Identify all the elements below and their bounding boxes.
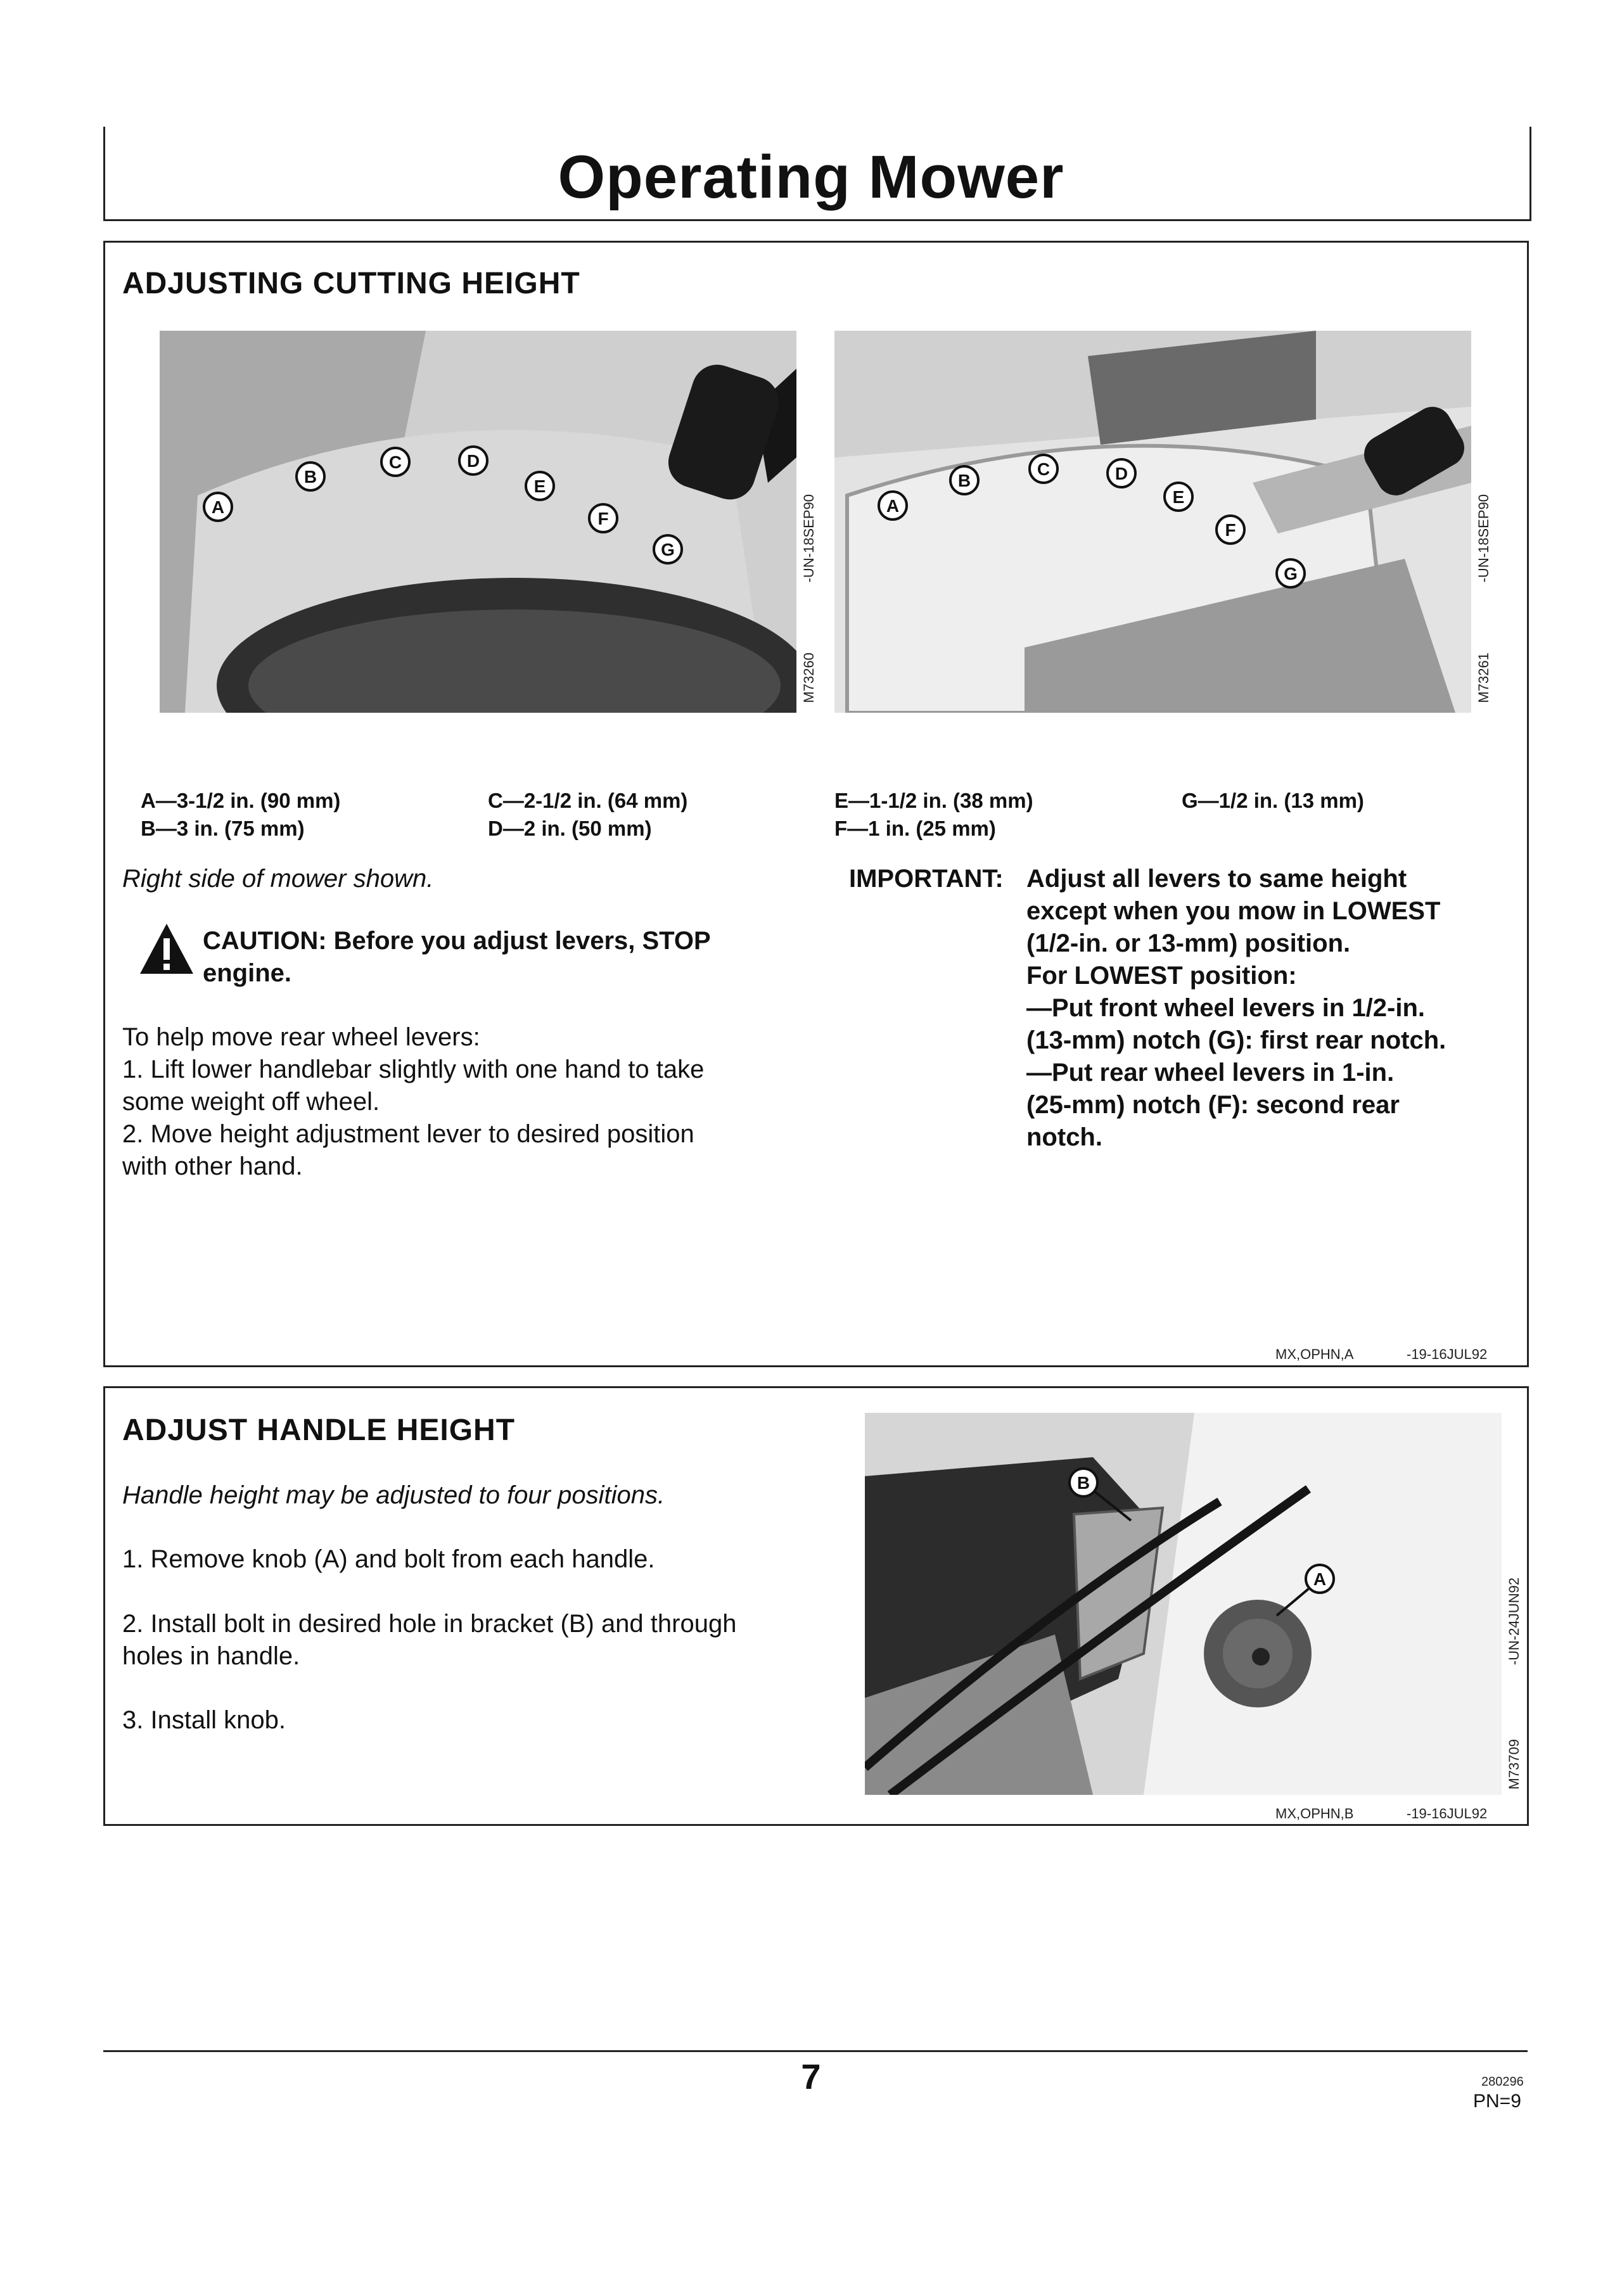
footer-rule: [103, 2050, 1528, 2052]
notch-label-f: F: [597, 509, 609, 528]
notch-label-d: D: [466, 451, 480, 471]
handle-bracket-illustration: [865, 1413, 1502, 1795]
notch-label-f-right: F: [1225, 520, 1236, 540]
legend-item: B—3 in. (75 mm): [141, 817, 305, 840]
photo-code-top: -UN-18SEP90: [1476, 494, 1491, 583]
instruction-line: 2. Move height adjustment lever to desired position: [122, 1120, 694, 1148]
important-line: (25-mm) notch (F): second rear: [1026, 1091, 1400, 1119]
handle-step: 1. Remove knob (A) and bolt from each handle.: [122, 1545, 655, 1573]
notch-g: [654, 535, 682, 563]
notch-label-e-right: E: [1172, 487, 1185, 507]
notch-c-right: [1030, 455, 1057, 483]
step-line: holes in handle.: [122, 1642, 300, 1670]
important-line: (13-mm) notch (G): first rear notch.: [1026, 1026, 1446, 1054]
legend-item: E—1-1/2 in. (38 mm): [834, 789, 1033, 812]
side-note: Right side of mower shown.: [122, 865, 434, 893]
notch-label-b-right: B: [957, 471, 971, 490]
cutting-height-photo-left: [160, 331, 796, 713]
legend-item: A—3-1/2 in. (90 mm): [141, 789, 341, 812]
notch-f: [589, 504, 617, 532]
notch-label-a: A: [211, 497, 225, 517]
instruction-line: 1. Lift lower handlebar slightly with one hand to take: [122, 1056, 705, 1083]
legend-column-3: [834, 787, 1033, 843]
caution-line: CAUTION: Before you adjust levers, STOP: [203, 927, 711, 955]
notch-label-g: G: [661, 540, 675, 559]
important-line: notch.: [1026, 1123, 1102, 1151]
notch-a-right: [879, 492, 907, 520]
mower-deck-illustration: [834, 331, 1471, 713]
notch-b-right: [950, 466, 978, 494]
handle-step: 3. Install knob.: [122, 1706, 286, 1734]
important-text: [1026, 863, 1446, 1154]
step-line: 2. Install bolt in desired hole in bracket (B) and through: [122, 1610, 737, 1638]
photo-code-bottom: M73709: [1506, 1739, 1522, 1790]
photo-code-top: -UN-18SEP90: [801, 494, 817, 583]
section-heading: ADJUSTING CUTTING HEIGHT: [122, 267, 580, 300]
legend-item: C—2-1/2 in. (64 mm): [488, 789, 688, 812]
page-title: Operating Mower: [558, 143, 1064, 211]
legend-item: D—2 in. (50 mm): [488, 817, 652, 840]
photo-code-top: -UN-24JUN92: [1506, 1578, 1522, 1666]
notch-label-d-right: D: [1114, 464, 1128, 483]
lever-instructions: [122, 1021, 704, 1183]
notch-g-right: [1277, 559, 1305, 587]
legend-column-2: [488, 787, 687, 843]
section-footer-date: -19-16JUL92: [1407, 1806, 1488, 1821]
instruction-line: To help move rear wheel levers:: [122, 1023, 480, 1051]
section-footer-code: MX,OPHN,B: [1275, 1806, 1354, 1821]
notch-label-c-right: C: [1037, 459, 1050, 479]
important-line: Adjust all levers to same height: [1026, 865, 1407, 893]
legend-column-1: [141, 787, 340, 843]
notch-e: [526, 472, 554, 500]
callout-label-b: B: [1076, 1473, 1090, 1493]
instruction-line: with other hand.: [122, 1152, 303, 1180]
handle-intro: Handle height may be adjusted to four positions.: [122, 1481, 665, 1509]
notch-f-right: [1216, 516, 1244, 544]
notch-d: [459, 447, 487, 475]
legend-item: F—1 in. (25 mm): [834, 817, 996, 840]
callout-a: [1306, 1565, 1334, 1593]
notch-b: [297, 462, 324, 490]
notch-a: [204, 493, 232, 521]
photo-code-bottom: M73261: [1476, 653, 1491, 703]
notch-label-e: E: [533, 476, 546, 496]
important-label: IMPORTANT:: [849, 865, 1004, 893]
page-number: 7: [801, 2057, 821, 2096]
callout-b: [1070, 1469, 1097, 1496]
pn-label: PN=9: [1473, 2091, 1521, 2112]
important-line: —Put front wheel levers in 1/2-in.: [1026, 994, 1426, 1022]
notch-d-right: [1108, 459, 1135, 487]
instruction-line: some weight off wheel.: [122, 1088, 380, 1116]
important-line: —Put rear wheel levers in 1-in.: [1026, 1059, 1395, 1087]
important-line: except when you mow in LOWEST: [1026, 897, 1441, 925]
warning-icon: [138, 922, 195, 976]
handle-step: [122, 1608, 736, 1673]
callout-label-a: A: [1313, 1569, 1327, 1589]
notch-e-right: [1165, 483, 1192, 511]
mower-wheel-illustration: [160, 331, 796, 713]
notch-label-a-right: A: [886, 496, 900, 516]
notch-label-g-right: G: [1284, 564, 1298, 584]
legend-item: G—1/2 in. (13 mm): [1182, 789, 1364, 812]
handle-bracket-photo: [865, 1413, 1502, 1795]
section-heading: ADJUST HANDLE HEIGHT: [122, 1413, 516, 1447]
section-footer-code: MX,OPHN,A: [1275, 1346, 1354, 1362]
legend-column-4: [1182, 787, 1364, 815]
photo-code-bottom: M73260: [801, 653, 817, 703]
important-line: (1/2-in. or 13-mm) position.: [1026, 929, 1351, 957]
caution-line: engine.: [203, 959, 292, 987]
notch-label-c: C: [388, 452, 402, 472]
caution-text: [203, 925, 711, 990]
cutting-height-photo-right: [834, 331, 1471, 713]
important-line: For LOWEST position:: [1026, 962, 1297, 990]
notch-c: [381, 448, 409, 476]
section-footer-date: -19-16JUL92: [1407, 1346, 1488, 1362]
notch-label-b: B: [303, 467, 317, 487]
doc-code: 280296: [1481, 2075, 1524, 2089]
